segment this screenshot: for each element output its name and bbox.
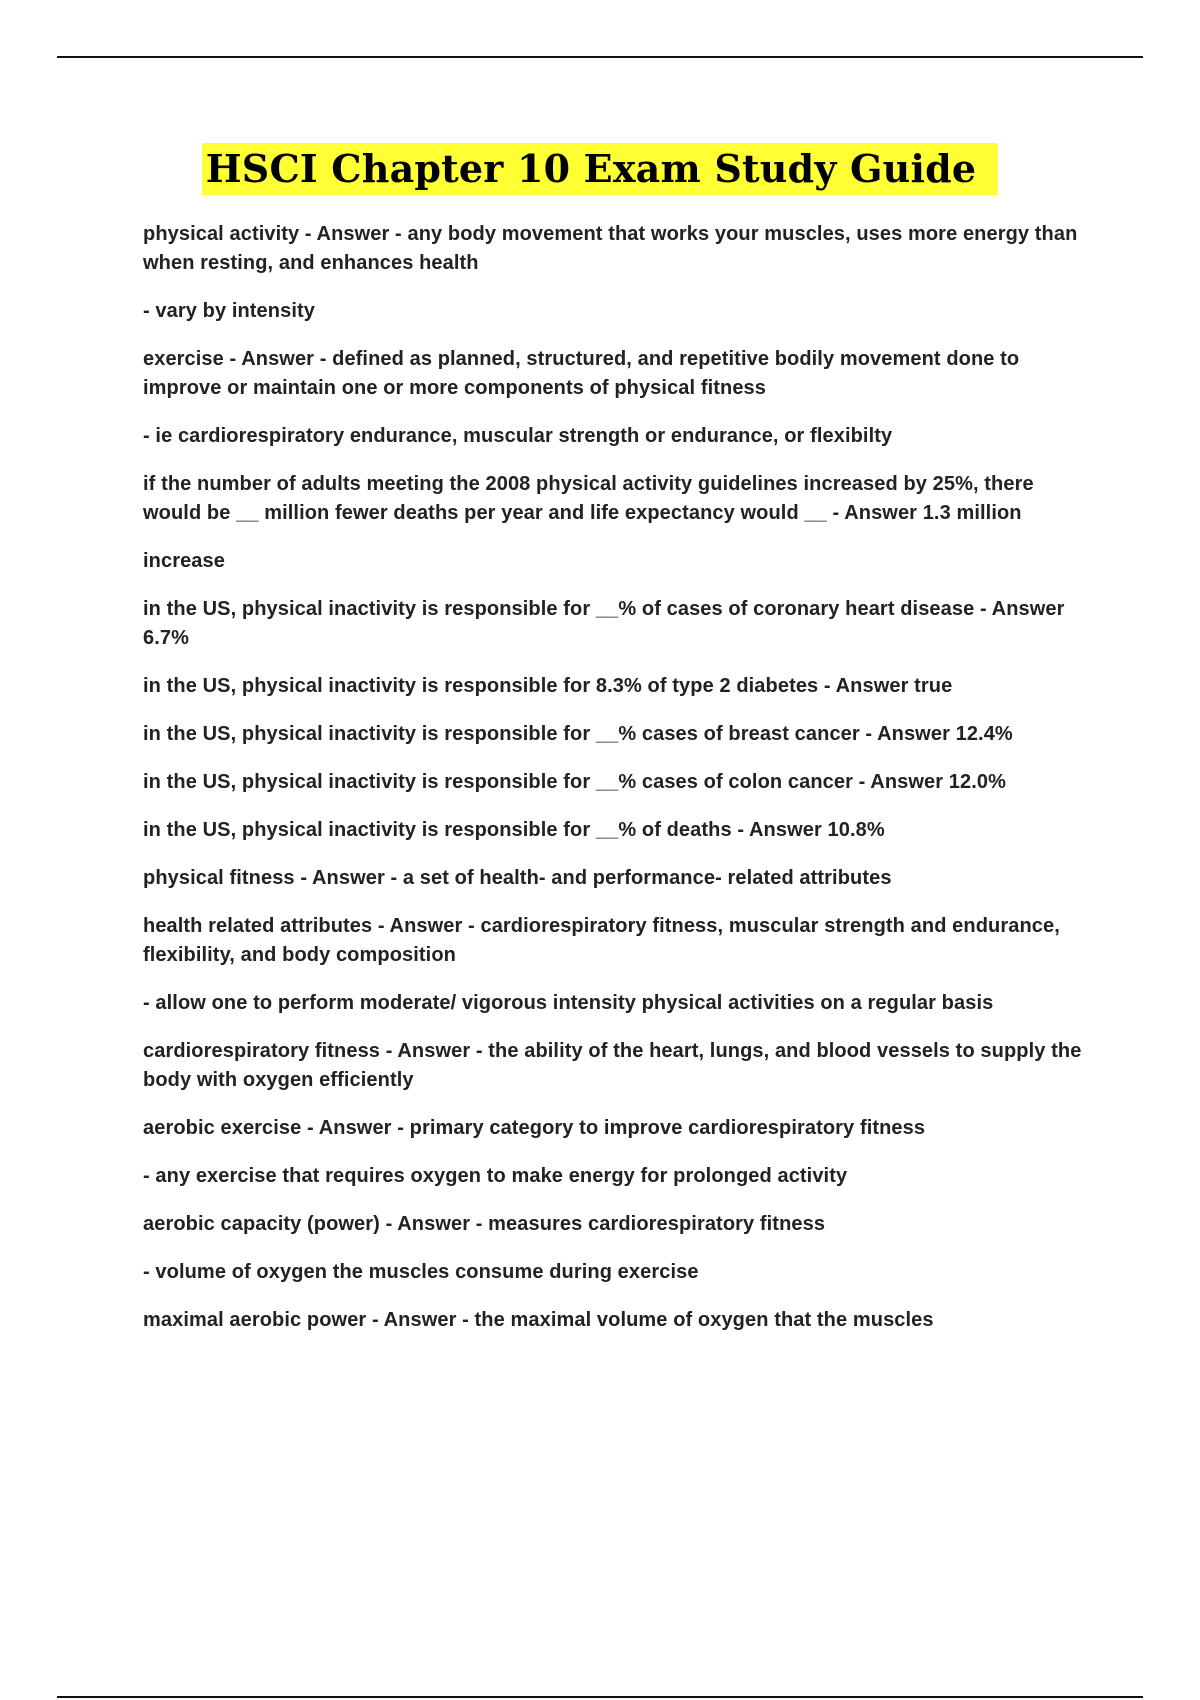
study-guide-body [143, 220, 1093, 1354]
paragraph: in the US, physical inactivity is responsible for __% cases of colon cancer - Answer 12.0% [143, 771, 1007, 793]
paragraph: in the US, physical inactivity is responsible for __% of deaths - Answer 10.8% [143, 819, 885, 841]
bottom-divider [57, 1696, 1143, 1698]
paragraph: exercise - Answer - defined as planned, structured, and repetitive bodily movement done to improve or maintain one or more components of physical fitness [143, 348, 1020, 399]
paragraph: increase [143, 550, 225, 572]
paragraph: - vary by intensity [143, 300, 315, 322]
top-divider [57, 56, 1143, 58]
paragraph: - volume of oxygen the muscles consume during exercise [143, 1261, 699, 1283]
paragraph: cardiorespiratory fitness - Answer - the ability of the heart, lungs, and blood vessels to supply the body with oxygen efficiently [143, 1040, 1082, 1091]
paragraph: health related attributes - Answer - cardiorespiratory fitness, muscular strength and endurance, flexibility, and body composition [143, 915, 1060, 966]
paragraph: - allow one to perform moderate/ vigorous intensity physical activities on a regular basis [143, 992, 994, 1014]
paragraph: - any exercise that requires oxygen to make energy for prolonged activity [143, 1165, 848, 1187]
paragraph: in the US, physical inactivity is responsible for 8.3% of type 2 diabetes - Answer true [143, 675, 953, 697]
paragraph: aerobic exercise - Answer - primary category to improve cardiorespiratory fitness [143, 1117, 926, 1139]
paragraph: - ie cardiorespiratory endurance, muscular strength or endurance, or flexibilty [143, 425, 893, 447]
paragraph: physical fitness - Answer - a set of health- and performance- related attributes [143, 867, 892, 889]
paragraph: in the US, physical inactivity is responsible for __% cases of breast cancer - Answer 12.4% [143, 723, 1013, 745]
paragraph: in the US, physical inactivity is responsible for __% of cases of coronary heart disease - Answer 6.7% [143, 598, 1065, 649]
paragraph: aerobic capacity (power) - Answer - measures cardiorespiratory fitness [143, 1213, 826, 1235]
paragraph: if the number of adults meeting the 2008 physical activity guidelines increased by 25%, there would be __ million fewer deaths per year and life expectancy would __ - Answer 1.3 million [143, 473, 1034, 524]
page-title: HSCI Chapter 10 Exam Study Guide [202, 143, 999, 195]
paragraph: maximal aerobic power - Answer - the maximal volume of oxygen that the muscles [143, 1309, 934, 1331]
title-block [0, 143, 1200, 195]
paragraph: physical activity - Answer - any body movement that works your muscles, uses more energy than when resting, and enhances health [143, 223, 1078, 274]
